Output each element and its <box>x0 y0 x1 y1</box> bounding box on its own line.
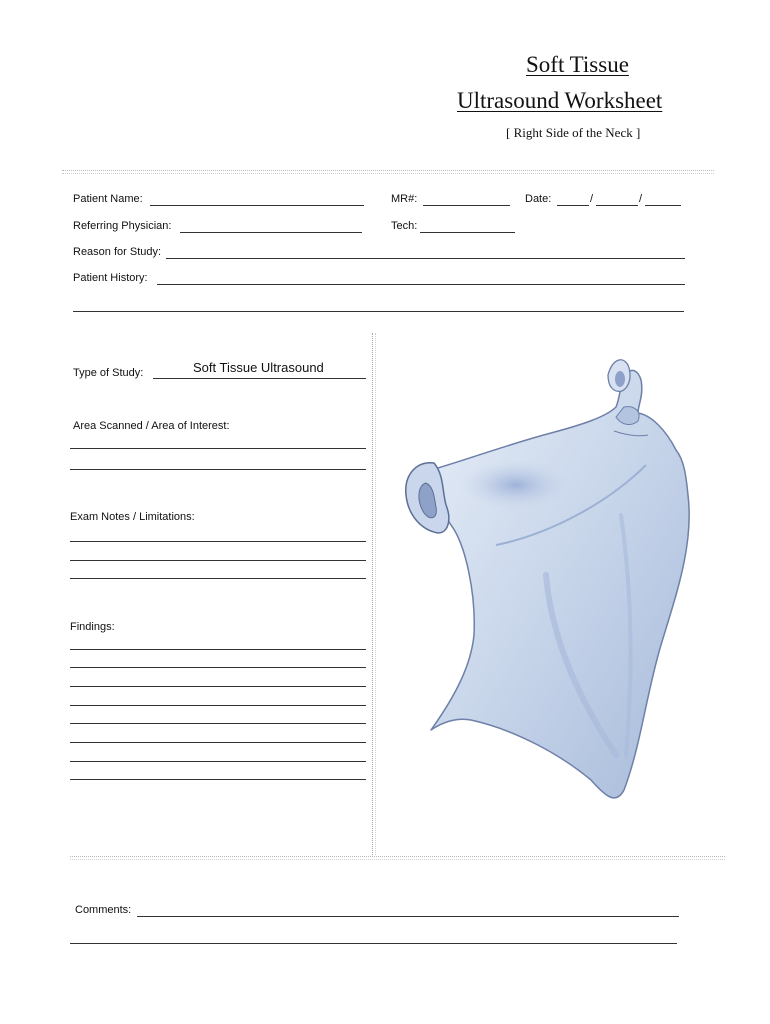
cheek-shading <box>461 460 571 510</box>
mr-label: MR#: <box>391 193 418 205</box>
date-month-field[interactable] <box>557 205 589 206</box>
nostril <box>615 371 625 387</box>
mr-field[interactable] <box>423 205 510 206</box>
date-day-field[interactable] <box>596 205 638 206</box>
patient-name-label: Patient Name: <box>73 193 143 205</box>
findings-line-2[interactable] <box>70 667 366 668</box>
findings-line-1[interactable] <box>70 649 366 650</box>
subtitle: [ Right Side of the Neck ] <box>506 125 641 140</box>
comments-label: Comments: <box>75 904 132 916</box>
date-sep-2: / <box>639 193 643 205</box>
findings-line-8[interactable] <box>70 779 366 780</box>
patient-name-field[interactable] <box>150 205 364 206</box>
area-scanned-label: Area Scanned / Area of Interest: <box>73 420 230 432</box>
area-line-2[interactable] <box>70 469 366 470</box>
notes-line-3[interactable] <box>70 578 366 579</box>
type-of-study-label: Type of Study: <box>73 367 144 379</box>
notes-line-2[interactable] <box>70 560 366 561</box>
findings-line-4[interactable] <box>70 705 366 706</box>
comments-line-1[interactable] <box>137 916 679 917</box>
history-field-line-2[interactable] <box>73 311 684 312</box>
type-of-study-value: Soft Tissue Ultrasound <box>193 360 324 375</box>
date-sep-1: / <box>590 193 594 205</box>
neck-illustration <box>376 335 766 855</box>
neck-shape <box>430 370 689 797</box>
type-of-study-field[interactable] <box>153 378 366 379</box>
tech-label: Tech: <box>391 220 418 232</box>
findings-label: Findings: <box>70 621 115 633</box>
findings-line-5[interactable] <box>70 723 366 724</box>
referring-physician-label: Referring Physician: <box>73 220 172 232</box>
date-label: Date: <box>525 193 552 205</box>
tech-field[interactable] <box>420 232 515 233</box>
findings-line-6[interactable] <box>70 742 366 743</box>
title-line-1: Soft Tissue <box>526 52 629 77</box>
exam-notes-label: Exam Notes / Limitations: <box>70 511 195 523</box>
comments-line-2[interactable] <box>70 943 677 944</box>
history-field[interactable] <box>157 284 685 285</box>
area-line-1[interactable] <box>70 448 366 449</box>
bottom-divider <box>70 856 725 860</box>
findings-line-7[interactable] <box>70 761 366 762</box>
referring-physician-field[interactable] <box>180 232 362 233</box>
top-divider <box>62 170 714 174</box>
date-year-field[interactable] <box>645 205 681 206</box>
notes-line-1[interactable] <box>70 541 366 542</box>
title-line-2: Ultrasound Worksheet <box>457 88 663 113</box>
findings-line-3[interactable] <box>70 686 366 687</box>
history-label: Patient History: <box>73 272 148 284</box>
reason-label: Reason for Study: <box>73 246 162 258</box>
reason-field[interactable] <box>166 258 685 259</box>
